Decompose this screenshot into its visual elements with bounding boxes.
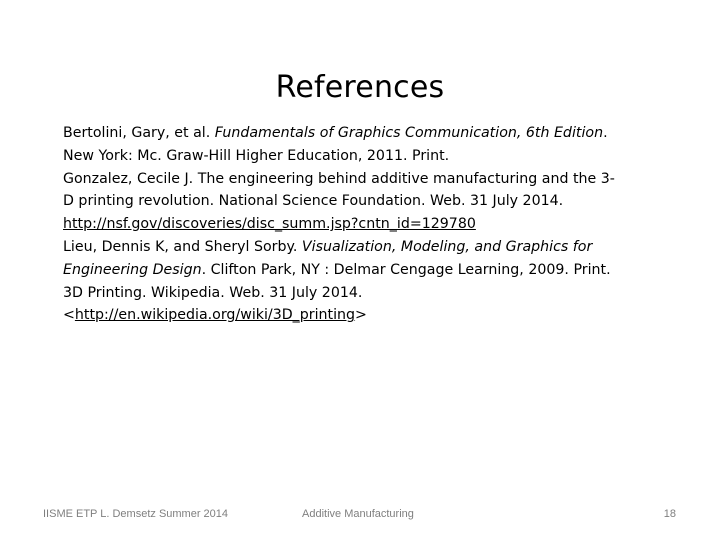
slide-title: References bbox=[275, 70, 445, 105]
reference-item-bertolini bbox=[63, 122, 623, 168]
reference-item-wikipedia bbox=[63, 282, 623, 328]
reference-text: . Clifton Park, NY : Delmar Cengage Learning, 2009. Print. bbox=[201, 261, 611, 278]
footer-topic: Additive Manufacturing bbox=[302, 508, 414, 520]
footer-author: IISME ETP L. Demsetz Summer 2014 bbox=[43, 508, 229, 520]
reference-text: Bertolini, Gary, et al. bbox=[63, 125, 215, 141]
reference-item-gonzalez bbox=[63, 168, 623, 236]
reference-link-wikipedia[interactable]: http://en.wikipedia.org/wiki/3D_printing bbox=[74, 307, 356, 324]
reference-link-nsf[interactable]: http://nsf.gov/discoveries/disc_summ.jsp?cntn_id=129780 bbox=[63, 216, 476, 233]
slide-number: 18 bbox=[663, 508, 676, 520]
reference-item-lieu bbox=[63, 236, 623, 282]
reference-text: Lieu, Dennis K, and Sheryl Sorby. bbox=[63, 238, 302, 255]
reference-text: Gonzalez, Cecile J. The engineering behind additive manufacturing and the 3-D printing revolution. National Science Foundation. Web. 31 July 2014. bbox=[63, 170, 615, 210]
reference-list bbox=[63, 122, 623, 327]
reference-text: 3D Printing. Wikipedia. Web. 31 July 2014. < bbox=[63, 284, 363, 324]
reference-text: . New York: Mc. Graw-Hill Higher Education, 2011. Print. bbox=[63, 125, 608, 164]
reference-book-title: Visualization, Modeling, and Graphics for Engineering Design bbox=[63, 238, 593, 278]
reference-text: > bbox=[355, 307, 367, 324]
reference-book-title: Fundamentals of Graphics Communication, 6th Edition bbox=[214, 125, 604, 141]
